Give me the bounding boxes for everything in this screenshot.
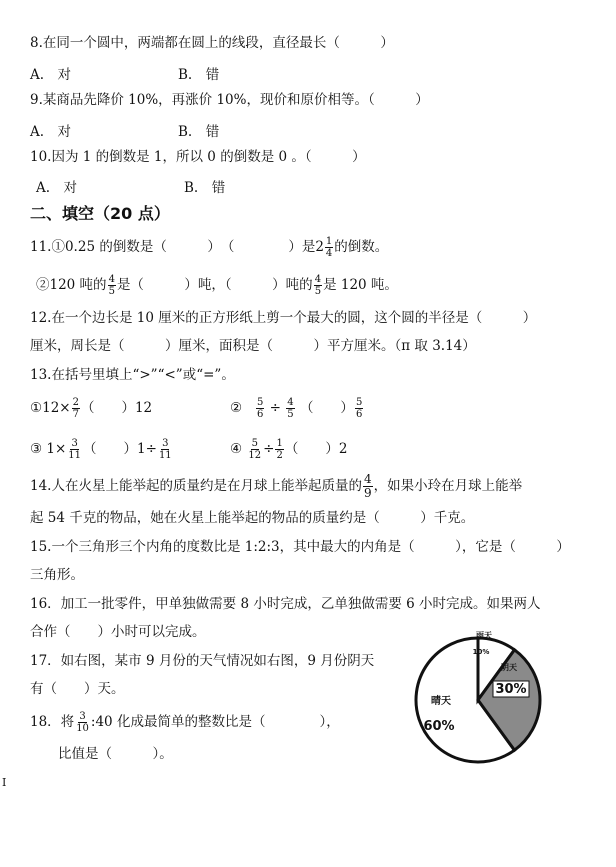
q13-c1-pre: ①12× — [30, 400, 71, 416]
q11-p1-pre: 11.①0.25 的倒数是（ ） （ ）是 — [30, 239, 316, 255]
frac-num: 5 — [251, 438, 258, 449]
q11-p2-mid: 是（ ）吨，（ ）吨的 — [116, 277, 313, 293]
q15-line2: 三角形。 — [30, 567, 84, 583]
q18-line1 — [30, 708, 340, 736]
q10-option-b[interactable]: B. 错 — [184, 180, 226, 196]
pie-value-label: 60% — [423, 719, 455, 734]
q14-pre: 14.人在火星上能举起的质量约是在月球上能举起质量的 — [30, 478, 362, 494]
q14-fraction — [363, 473, 373, 500]
frac-den: 11 — [68, 450, 82, 461]
q13-c2-fraction-a — [256, 397, 264, 420]
q11-line2 — [36, 272, 398, 298]
q13-c2-op: ÷ — [269, 400, 281, 416]
q13-c1-fraction — [72, 397, 80, 420]
pie-value-label: 30% — [495, 682, 527, 697]
section-title: 二、填空（20 点） — [30, 204, 170, 223]
q13-c4-fraction-a — [247, 438, 262, 461]
pie-category-label: 阴天 — [501, 663, 517, 672]
q13-c1-post: （ ）12 — [80, 400, 153, 416]
frac-num: 1 — [276, 438, 283, 449]
frac-den: 2 — [276, 450, 283, 461]
q10-text: 10.因为 1 的倒数是 1，所以 0 的倒数是 0 。（ ） — [30, 149, 366, 165]
frac-num: 3 — [79, 711, 86, 722]
frac-den: 6 — [256, 409, 264, 420]
q8-option-a[interactable]: A. 对 — [30, 67, 72, 83]
pie-category-label: 晴天 — [431, 696, 451, 707]
frac-num: 1 — [325, 236, 333, 247]
frac-den: 4 — [325, 248, 333, 259]
q13-item-1 — [30, 394, 152, 422]
frac-den: 6 — [355, 409, 363, 420]
q11-line1 — [30, 234, 388, 260]
q12-line2: 厘米，周长是（ ）厘米，面积是（ ）平方厘米。（π 取 3.14） — [30, 338, 476, 354]
frac-num: 2 — [72, 397, 79, 408]
q13-c2-mid: （ ） — [299, 400, 354, 416]
q11-p2-post: 是 120 吨。 — [323, 277, 398, 293]
frac-num: 4 — [287, 397, 294, 408]
frac-num: 3 — [162, 438, 169, 449]
frac-den: 5 — [287, 409, 294, 420]
frac-num: 5 — [355, 397, 363, 408]
q13-c3-fraction-b — [158, 438, 173, 461]
q11-mixed-whole: 2 — [315, 239, 324, 255]
pie-value-label: 10% — [472, 648, 490, 656]
q15-line1: 15.一个三角形三个内角的度数比是 1:2:3，其中最大的内角是（ ），它是（ ） — [30, 539, 570, 555]
q18-pre: 18．将 — [30, 714, 75, 730]
q11-fraction-1 — [108, 274, 116, 297]
q13-c2-pre: ② — [230, 400, 243, 416]
q9-option-a[interactable]: A. 对 — [30, 124, 72, 140]
q17-line2: 有（ ）天。 — [30, 681, 125, 697]
q13-title: 13.在括号里填上“>”“<”或“=”。 — [30, 367, 235, 383]
q13-item-2 — [230, 394, 364, 422]
q13-item-3 — [30, 434, 174, 464]
q12-line1: 12.在一个边长是 10 厘米的正方形纸上剪一个最大的圆，这个圆的半径是（ ） — [30, 310, 537, 326]
q16-line2: 合作（ ）小时可以完成。 — [30, 624, 206, 640]
q11-fraction-2 — [314, 274, 322, 297]
q16-line1: 16．加工一批零件，甲单独做需要 8 小时完成，乙单独做需要 6 小时完成。如果两人 — [30, 596, 541, 612]
q13-c4-op: ÷ — [263, 441, 275, 457]
q18-fraction — [75, 711, 90, 734]
margin-mark: I — [2, 776, 7, 789]
q13-c3-fraction-a — [67, 438, 82, 461]
q9-text: 9.某商品先降价 10%，再涨价 10%，现价和原价相等。（ ） — [30, 92, 429, 108]
q18-line2: 比值是（ ）。 — [58, 746, 173, 762]
q8-text: 8.在同一个圆中，两端都在圆上的线段，直径最长（ ） — [30, 35, 394, 51]
q18-post: :40 化成最简单的整数比是（ ）， — [90, 714, 340, 730]
q11-p1-post: 的倒数。 — [334, 239, 389, 255]
frac-den: 5 — [314, 286, 322, 297]
q11-mixed-fraction — [325, 236, 333, 259]
q13-c4-post: （ ）2 — [284, 441, 348, 457]
q13-item-4 — [230, 434, 347, 464]
pie-category-label: 雨天 — [476, 631, 492, 640]
q13-c3-mid: （ ）1÷ — [83, 441, 157, 457]
frac-den: 7 — [72, 409, 79, 420]
frac-num: 4 — [108, 274, 115, 285]
q13-c3-pre: ③ 1× — [30, 441, 67, 457]
frac-num: 4 — [363, 472, 372, 486]
frac-den: 11 — [158, 450, 172, 461]
frac-num: 5 — [256, 397, 264, 408]
frac-den: 9 — [363, 486, 372, 500]
q17-line1: 17．如右图，某市 9 月份的天气情况如右图，9 月份阴天 — [30, 653, 375, 669]
q14-post: ，如果小玲在月球上能举 — [373, 478, 523, 494]
q13-c4-pre: ④ — [230, 441, 243, 457]
weather-pie-chart — [405, 630, 555, 770]
frac-num: 3 — [71, 438, 78, 449]
q14-line1 — [30, 472, 522, 500]
q9-option-b[interactable]: B. 错 — [178, 124, 220, 140]
q13-c4-fraction-b — [275, 438, 283, 461]
frac-den: 10 — [76, 723, 89, 734]
q10-option-a[interactable]: A. 对 — [36, 180, 78, 196]
q13-c2-fraction-b — [286, 397, 294, 420]
q13-c2-fraction-c — [355, 397, 363, 420]
q14-line2: 起 54 千克的物品，她在火星上能举起的物品的质量约是（ ）千克。 — [30, 510, 475, 526]
q8-option-b[interactable]: B. 错 — [178, 67, 220, 83]
frac-num: 4 — [314, 274, 322, 285]
q11-p2-pre: ②120 吨的 — [36, 277, 107, 293]
frac-den: 12 — [248, 450, 262, 461]
frac-den: 5 — [108, 286, 115, 297]
